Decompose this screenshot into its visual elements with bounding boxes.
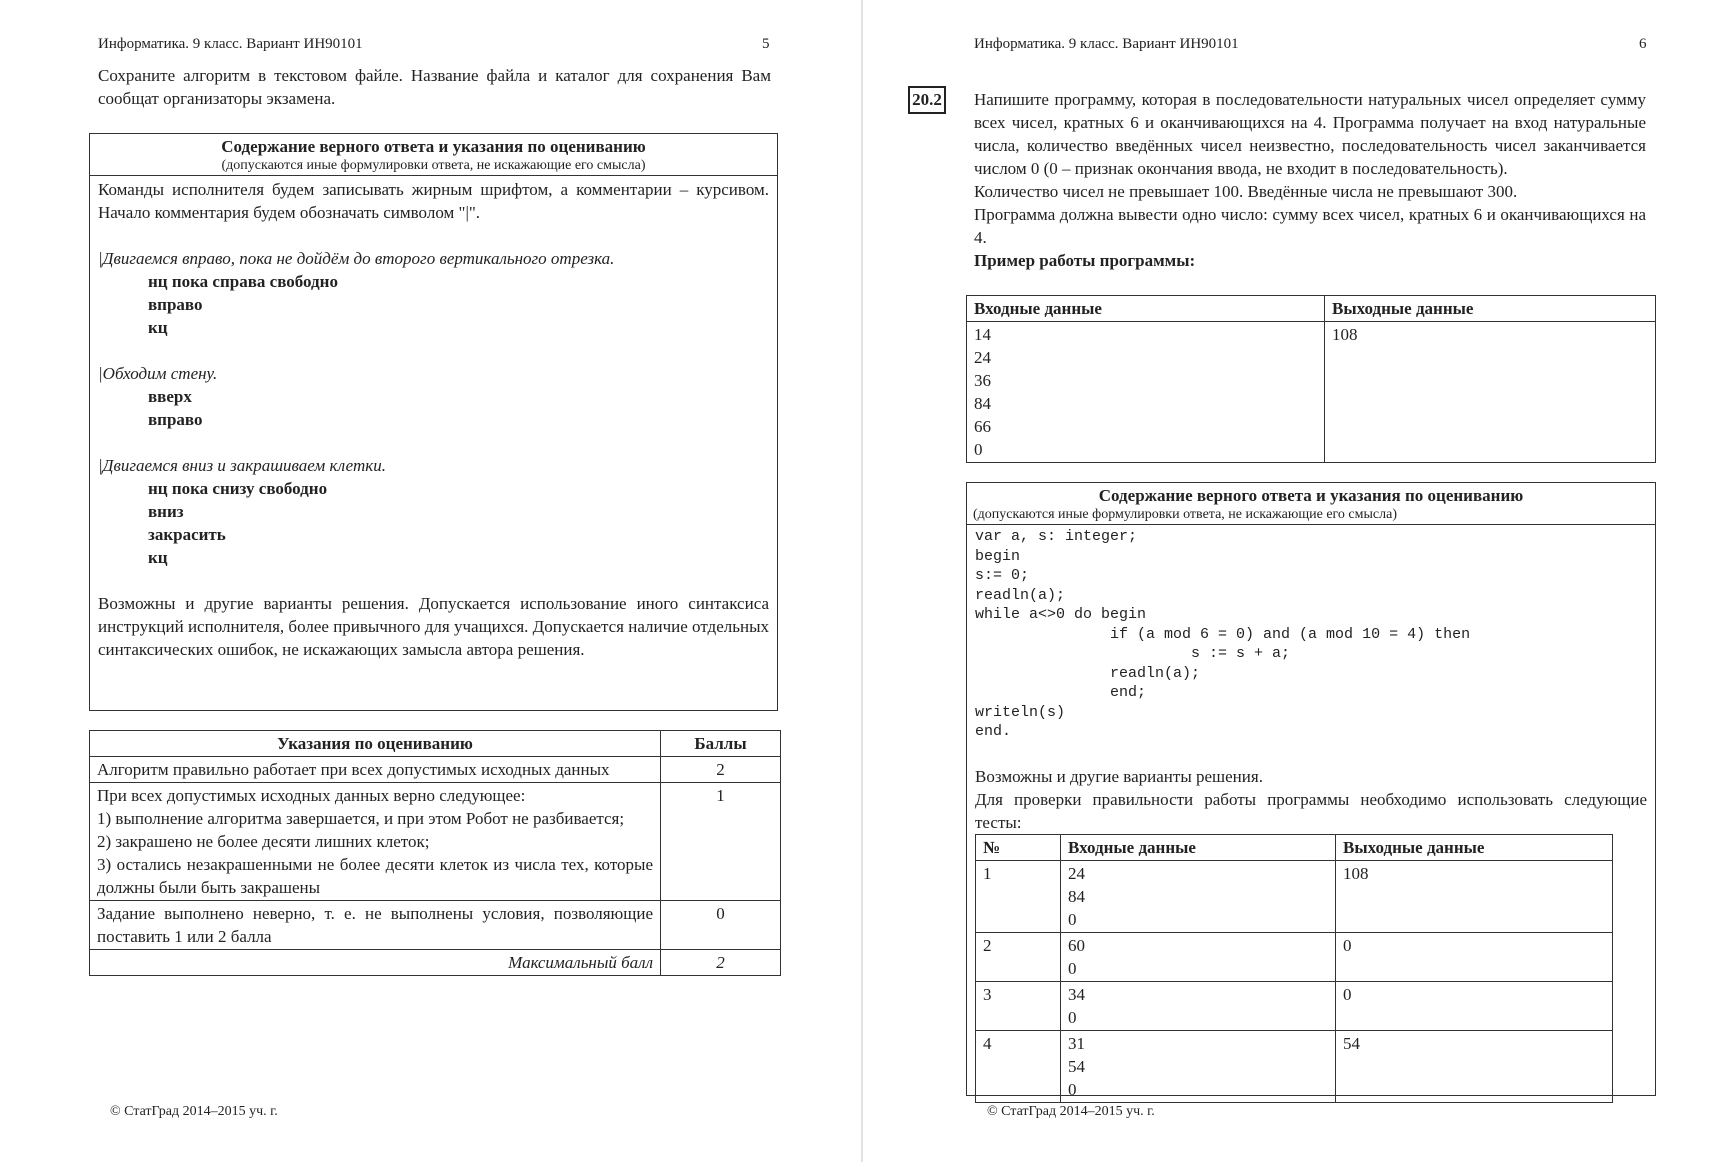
output-cell: 0 xyxy=(1336,981,1613,1030)
page-6 xyxy=(864,0,1720,1162)
points-cell: 2 xyxy=(661,757,781,783)
example-title: Пример работы программы: xyxy=(974,251,1196,270)
alternatives-paragraph: Возможны и другие варианты решения. Допускается использование иного синтаксиса инструкций исполнителя, более привычного для учащихся. Допускается наличие отдельных синтаксических ошибок, не искажающих замысла автора решения. xyxy=(98,594,769,659)
code-line: if (a mod 6 = 0) and (a mod 10 = 4) then xyxy=(975,625,1471,643)
answer-box-subtitle: (допускаются иные формулировки ответа, не искажающие его смысла) xyxy=(973,507,1397,522)
test-number: 2 xyxy=(976,932,1061,981)
input-cell xyxy=(1061,932,1336,981)
command-line: нц пока снизу свободно xyxy=(148,479,328,498)
example-table xyxy=(966,295,1656,463)
tests-note: Для проверки правильности работы программы необходимо использовать следующие тесты: xyxy=(975,789,1647,832)
page-header: Информатика. 9 класс. Вариант ИН90101 xyxy=(98,36,363,52)
scoring-table xyxy=(89,730,781,976)
comment-line: |Обходим стену. xyxy=(98,364,218,383)
points-cell: 0 xyxy=(661,901,781,950)
input-cell xyxy=(1061,981,1336,1030)
page-footer: © СтатГрад 2014–2015 уч. г. xyxy=(110,1104,278,1119)
code-line: begin xyxy=(975,547,1021,565)
code-line: readln(a); xyxy=(975,664,1201,682)
criteria-cell xyxy=(90,783,661,901)
answer-box xyxy=(966,482,1656,1099)
code-line: writeln(s) xyxy=(975,703,1066,721)
input-value: 24 xyxy=(974,348,991,367)
test-number: 1 xyxy=(976,860,1061,932)
answer-box-header xyxy=(90,134,777,176)
code-line: readln(a); xyxy=(975,586,1066,604)
input-value: 24 xyxy=(1068,863,1085,883)
task-statement xyxy=(974,88,1646,272)
command-line: вправо xyxy=(148,410,203,429)
command-line: вниз xyxy=(148,502,184,521)
table-header-row xyxy=(967,296,1656,322)
page-divider xyxy=(861,0,863,1162)
output-cell: 54 xyxy=(1336,1030,1613,1102)
table-header-row xyxy=(90,731,781,757)
criteria-line: 1) выполнение алгоритма завершается, и при этом Робот не разбивается; xyxy=(97,809,625,828)
table-row xyxy=(90,901,781,950)
code-line: end; xyxy=(975,684,1147,701)
page-header: Информатика. 9 класс. Вариант ИН90101 xyxy=(974,36,1239,52)
criteria-line: 2) закрашено не более десяти лишних клеток; xyxy=(97,832,430,851)
input-cell xyxy=(967,322,1325,463)
answer-box-title: Содержание верного ответа и указания по оцениванию xyxy=(221,137,646,156)
answer-box-subtitle: (допускаются иные формулировки ответа, не искажающие его смысла) xyxy=(221,158,646,173)
table-row xyxy=(90,757,781,783)
table-row xyxy=(976,1030,1613,1102)
command-line: закрасить xyxy=(148,525,226,544)
criteria-line: При всех допустимых исходных данных верно следующее: xyxy=(97,786,526,805)
input-value: 0 xyxy=(1068,1079,1077,1099)
input-header: Входные данные xyxy=(967,296,1325,322)
input-value: 14 xyxy=(974,325,991,344)
task-paragraph: Программа должна вывести одно число: сумму всех чисел, кратных 6 и оканчивающихся на 4. xyxy=(974,205,1646,247)
tests-table xyxy=(975,834,1613,1103)
command-line: кц xyxy=(148,548,168,567)
command-line: нц пока справа свободно xyxy=(148,272,338,291)
input-cell xyxy=(1061,860,1336,932)
task-paragraph: Количество чисел не превышает 100. Введённые числа не превышают 300. xyxy=(974,182,1518,201)
input-value: 54 xyxy=(1068,1056,1085,1076)
output-header: Выходные данные xyxy=(1325,296,1656,322)
input-value: 0 xyxy=(1068,958,1077,978)
table-row xyxy=(976,932,1613,981)
input-header: Входные данные xyxy=(1061,834,1336,860)
input-value: 36 xyxy=(974,371,991,390)
alternatives-note: Возможны и другие варианты решения. xyxy=(975,766,1263,786)
input-value: 31 xyxy=(1068,1033,1085,1053)
comment-line: |Двигаемся вниз и закрашиваем клетки. xyxy=(98,456,386,475)
page-footer: © СтатГрад 2014–2015 уч. г. xyxy=(987,1104,1155,1119)
table-row xyxy=(90,783,781,901)
input-value: 60 xyxy=(1068,935,1085,955)
command-line: вправо xyxy=(148,295,203,314)
input-value: 0 xyxy=(1068,909,1077,929)
input-value: 84 xyxy=(974,394,991,413)
answer-box-title: Содержание верного ответа и указания по оцениванию xyxy=(1098,486,1524,505)
page-number: 5 xyxy=(762,36,770,52)
criteria-header: Указания по оцениванию xyxy=(90,731,661,757)
table-header-row xyxy=(976,834,1613,860)
code-line: s := s + a; xyxy=(975,645,1291,662)
input-value: 0 xyxy=(974,440,983,459)
input-value: 0 xyxy=(1068,1007,1077,1027)
answer-box xyxy=(89,133,778,711)
criteria-cell: Задание выполнено неверно, т. е. не выполнены условия, позволяющие поставить 1 или 2 балла xyxy=(90,901,661,950)
explanation-paragraph: Команды исполнителя будем записывать жирным шрифтом, а комментарии – курсивом. Начало комментария будем обозначать символом "|". xyxy=(98,180,769,222)
criteria-cell: Алгоритм правильно работает при всех допустимых исходных данных xyxy=(90,757,661,783)
answer-box-header xyxy=(967,483,1655,525)
task-paragraph: Напишите программу, которая в последовательности натуральных чисел определяет сумму всех чисел, кратных 6 и оканчивающихся на 4. Программа получает на вход натуральные числа, количество введённых чисел неизвестно, последовательность чисел заканчивается числом 0 (0 – признак окончания ввода, не входит в последовательность). xyxy=(974,90,1646,178)
code-listing xyxy=(975,527,1647,742)
command-line: кц xyxy=(148,318,168,337)
code-line: s:= 0; xyxy=(975,567,1030,584)
criteria-line: 3) остались незакрашенными не более десяти клеток из числа тех, которые должны были быть закрашены xyxy=(97,855,653,897)
comment-line: |Двигаемся вправо, пока не дойдём до второго вертикального отрезка. xyxy=(98,249,615,268)
output-cell: 108 xyxy=(1325,322,1656,463)
table-row xyxy=(976,981,1613,1030)
answer-box-body xyxy=(967,525,1655,1105)
input-cell xyxy=(1061,1030,1336,1102)
input-value: 84 xyxy=(1068,886,1085,906)
output-cell: 108 xyxy=(1336,860,1613,932)
input-value: 66 xyxy=(974,417,991,436)
output-cell: 0 xyxy=(1336,932,1613,981)
number-header: № xyxy=(976,834,1061,860)
answer-box-body xyxy=(90,176,777,663)
table-row xyxy=(967,322,1656,463)
input-value: 34 xyxy=(1068,984,1085,1004)
max-score-value: 2 xyxy=(661,950,781,976)
points-header: Баллы xyxy=(661,731,781,757)
page-number: 6 xyxy=(1639,36,1647,52)
table-row xyxy=(976,860,1613,932)
points-cell: 1 xyxy=(661,783,781,901)
output-header: Выходные данные xyxy=(1336,834,1613,860)
test-number: 3 xyxy=(976,981,1061,1030)
test-number: 4 xyxy=(976,1030,1061,1102)
code-line: var a, s: integer; xyxy=(975,528,1138,545)
task-number-badge: 20.2 xyxy=(908,86,946,114)
code-line: while a<>0 do begin xyxy=(975,606,1147,623)
command-line: вверх xyxy=(148,387,192,406)
max-score-row xyxy=(90,950,781,976)
intro-text: Сохраните алгоритм в текстовом файле. Название файла и каталог для сохранения Вам сообщат организаторы экзамена. xyxy=(98,66,771,108)
max-score-label: Максимальный балл xyxy=(90,950,661,976)
code-line: end. xyxy=(975,723,1012,740)
